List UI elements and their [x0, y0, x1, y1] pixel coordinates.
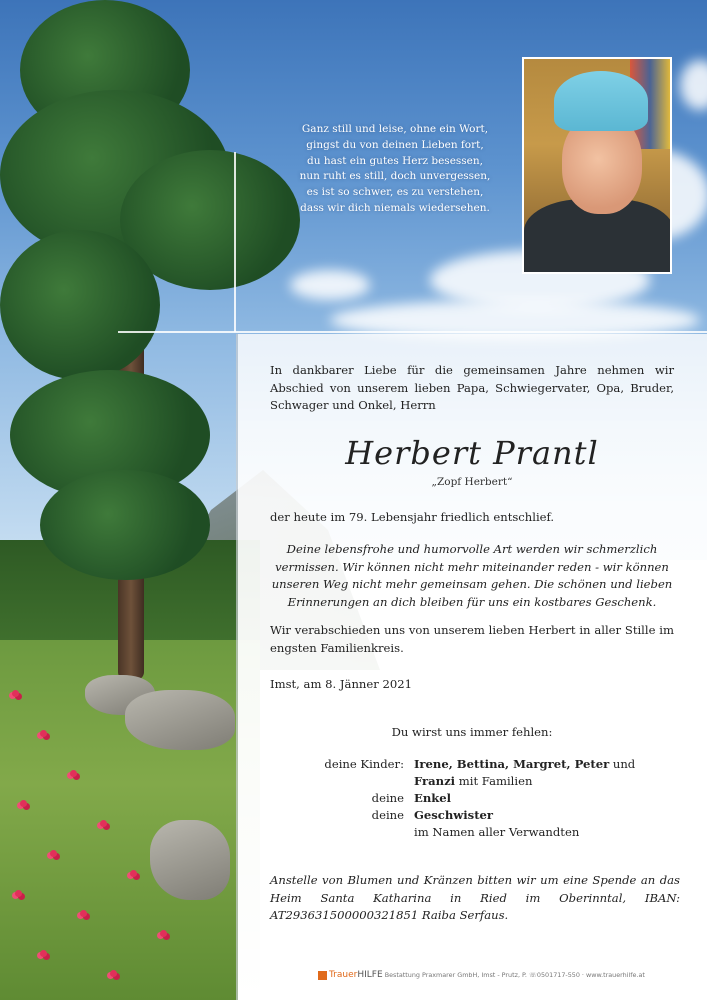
children-line-2	[414, 773, 684, 791]
logo-trauer: Trauer	[329, 970, 358, 980]
children-line	[414, 756, 684, 774]
child-name: Franzi	[414, 774, 456, 788]
poem-line: Ganz still und leise, ohne ein Wort,	[301, 123, 489, 135]
grandchildren-value: Enkel	[414, 791, 452, 805]
donation-text: Anstelle von Blumen und Kränzen bitten wir um eine Spende an das Heim Santa Katharina in Ried im Oberinntal, IBAN: AT293631500000321851 Raiba Serfaus.	[270, 873, 680, 923]
miss-text: Du wirst uns immer fehlen:	[391, 725, 553, 739]
deceased-name: Herbert Prantl	[345, 434, 599, 472]
nickname: „Zopf Herbert“	[431, 476, 513, 488]
cross-vertical-line	[234, 152, 236, 332]
rock	[125, 690, 235, 750]
intro-text: In dankbarer Liebe für die gemeinsamen Jahre nehmen wir Abschied von unserem lieben Papa, Schwiegervater, Opa, Bruder, Schwager und Onkel, Herrn	[270, 363, 674, 413]
rock	[150, 820, 230, 900]
flower	[15, 890, 22, 897]
flower	[12, 690, 19, 697]
flower	[110, 970, 117, 977]
siblings-label: deine	[371, 808, 404, 822]
children-label: deine Kinder:	[324, 757, 404, 771]
grandchildren-label: deine	[371, 791, 404, 805]
logo-hilfe: HILFE	[357, 970, 383, 980]
trauerhilfe-logo	[329, 970, 383, 980]
flower	[40, 950, 47, 957]
cross-horizontal-line	[118, 331, 707, 333]
children-names: Irene, Bettina, Margret, Peter	[414, 757, 610, 771]
children-rest: mit Familien	[458, 774, 533, 788]
photo-cap	[554, 71, 648, 131]
flower	[160, 930, 167, 937]
poem	[290, 122, 500, 217]
poem-line: du hast ein gutes Herz besessen,	[307, 154, 483, 167]
relatives-text: im Namen aller Verwandten	[414, 825, 580, 839]
poem-line: nun ruht es still, doch unvergessen,	[299, 170, 491, 183]
portrait-photo	[522, 57, 672, 274]
farewell-text: Wir verabschieden uns von unserem lieben Herbert in aller Stille im engsten Familienkreis.	[270, 623, 674, 655]
siblings-value: Geschwister	[414, 808, 494, 822]
poem-line: gingst du von deinen Lieben fort,	[306, 138, 484, 151]
flower	[40, 730, 47, 737]
cloud	[290, 270, 370, 300]
tree-foliage	[40, 470, 210, 580]
flower	[20, 800, 27, 807]
footer	[318, 970, 698, 980]
trauerhilfe-logo-icon	[318, 971, 327, 980]
children-and: und	[612, 757, 636, 771]
poem-line: es ist so schwer, es zu verstehen,	[306, 186, 484, 199]
panel-divider	[236, 334, 238, 1000]
poem-line: dass wir dich niemals wiedersehen.	[300, 201, 490, 214]
passed-text: der heute im 79. Lebensjahr friedlich entschlief.	[270, 510, 555, 524]
tribute-text: Deine lebensfrohe und humorvolle Art werden wir schmerzlich vermissen. Wir können nicht mehr miteinander reden - wir können unseren Weg nicht mehr gemeinsam gehen. Die schönen und lieben Erinnerungen an dich bleiben für uns ein kostbares Geschenk.	[271, 542, 673, 609]
footer-text: Bestattung Praxmarer GmbH, Imst - Prutz, P. ☏0501717-550 · www.trauerhilfe.at	[384, 971, 645, 979]
flower	[50, 850, 57, 857]
flower	[70, 770, 77, 777]
place-date: Imst, am 8. Jänner 2021	[270, 677, 412, 691]
flower	[80, 910, 87, 917]
flower	[130, 870, 137, 877]
flower	[100, 820, 107, 827]
tree-foliage	[0, 230, 160, 380]
